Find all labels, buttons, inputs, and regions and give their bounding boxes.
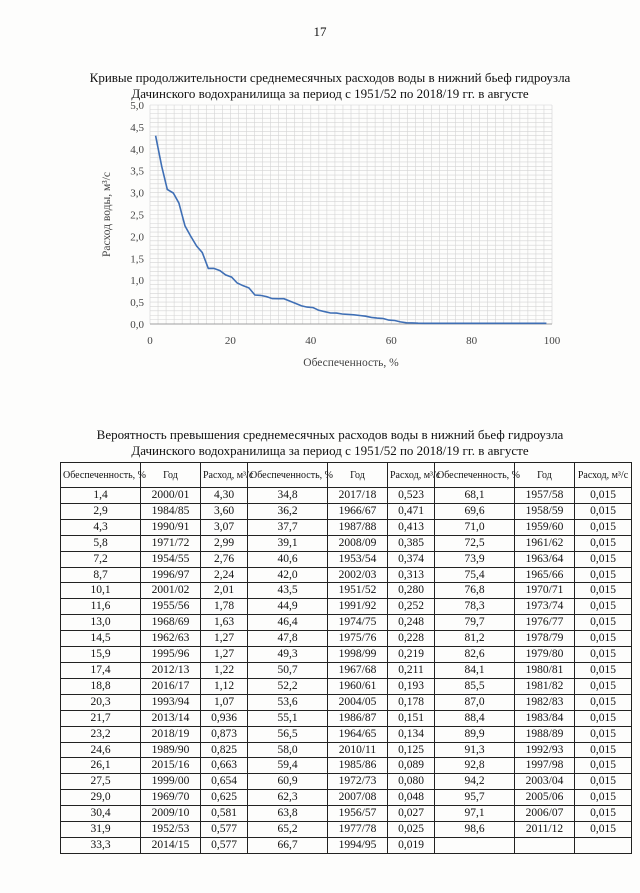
table-row (61, 774, 632, 790)
table-cell: 82,6 (435, 647, 515, 663)
table-cell: 21,7 (61, 710, 141, 726)
table-cell: 1979/80 (515, 647, 575, 663)
table-cell: 1981/82 (515, 678, 575, 694)
table-cell: 1997/98 (515, 758, 575, 774)
table-cell: 59,4 (248, 758, 328, 774)
table-cell: 15,9 (61, 647, 141, 663)
table-cell: 14,5 (61, 631, 141, 647)
table-cell: 0,015 (575, 758, 632, 774)
table-cell: 72,5 (435, 535, 515, 551)
table-cell: 1990/91 (141, 519, 201, 535)
table-cell: 0,015 (575, 503, 632, 519)
table-cell: 7,2 (61, 551, 141, 567)
table-cell: 78,3 (435, 599, 515, 615)
table-cell: 1958/59 (515, 503, 575, 519)
duration-curve-chart (100, 100, 580, 380)
table-cell: 66,7 (248, 837, 328, 853)
probability-table-wrapper (60, 462, 629, 854)
table-row (61, 806, 632, 822)
table-cell: 55,1 (248, 710, 328, 726)
x-tick-label: 0 (147, 335, 153, 347)
table-cell: 2014/15 (141, 837, 201, 853)
table-cell: 2015/16 (141, 758, 201, 774)
table-cell: 1980/81 (515, 662, 575, 678)
table-header-cell: Год (515, 463, 575, 488)
table-cell: 0,125 (388, 742, 435, 758)
table-cell: 49,3 (248, 647, 328, 663)
table-cell: 0,015 (575, 567, 632, 583)
table-header-cell: Расход, м³/с (575, 463, 632, 488)
table-header-cell: Обеспеченность, % (248, 463, 328, 488)
table-cell: 1987/88 (328, 519, 388, 535)
table-cell: 2,99 (201, 535, 248, 551)
table-cell: 0,089 (388, 758, 435, 774)
table-row (61, 694, 632, 710)
table-cell: 56,5 (248, 726, 328, 742)
table-cell: 1976/77 (515, 615, 575, 631)
table-cell: 0,015 (575, 519, 632, 535)
table-cell: 0,248 (388, 615, 435, 631)
table-cell: 46,4 (248, 615, 328, 631)
table-cell: 85,5 (435, 678, 515, 694)
table-cell: 1,27 (201, 647, 248, 663)
table-cell: 89,9 (435, 726, 515, 742)
table-cell: 69,6 (435, 503, 515, 519)
table-row (61, 631, 632, 647)
table-cell: 63,8 (248, 806, 328, 822)
table-row (61, 837, 632, 853)
table-cell: 2,24 (201, 567, 248, 583)
table-cell: 2010/11 (328, 742, 388, 758)
table-cell: 1954/55 (141, 551, 201, 567)
table-cell: 87,0 (435, 694, 515, 710)
table-cell: 2009/10 (141, 806, 201, 822)
table-cell: 95,7 (435, 790, 515, 806)
table-cell: 3,60 (201, 503, 248, 519)
table-cell: 0,015 (575, 647, 632, 663)
table-header-row (61, 463, 632, 488)
table-cell: 1952/53 (141, 822, 201, 838)
y-axis-label: Расход воды, м³/с (101, 171, 113, 258)
table-cell: 26,1 (61, 758, 141, 774)
table-cell: 0,080 (388, 774, 435, 790)
table-cell: 1966/67 (328, 503, 388, 519)
table-cell: 0,015 (575, 631, 632, 647)
table-cell: 0,374 (388, 551, 435, 567)
table-cell: 0,471 (388, 503, 435, 519)
table-cell: 1970/71 (515, 583, 575, 599)
table-cell: 1965/66 (515, 567, 575, 583)
table-cell: 1988/89 (515, 726, 575, 742)
table-row (61, 726, 632, 742)
table-row (61, 822, 632, 838)
table-cell: 2013/14 (141, 710, 201, 726)
table-cell: 1982/83 (515, 694, 575, 710)
table-cell: 1959/60 (515, 519, 575, 535)
table-cell: 76,8 (435, 583, 515, 599)
chart-title-line1: Кривые продолжительности среднемесячных расходов воды в нижний бьеф гидроузла (89, 70, 571, 85)
table-cell: 2008/09 (328, 535, 388, 551)
table-row (61, 599, 632, 615)
table-cell: 0,015 (575, 615, 632, 631)
table-cell: 33,3 (61, 837, 141, 853)
table-cell: 0,413 (388, 519, 435, 535)
table-cell: 0,577 (201, 837, 248, 853)
table-cell: 1953/54 (328, 551, 388, 567)
table-cell: 2,76 (201, 551, 248, 567)
table-cell: 13,0 (61, 615, 141, 631)
x-axis-label: Обеспеченность, % (303, 357, 399, 369)
table-cell: 0,015 (575, 535, 632, 551)
chart-svg (100, 100, 580, 380)
table-row (61, 742, 632, 758)
table-cell: 1963/64 (515, 551, 575, 567)
table-cell: 0,211 (388, 662, 435, 678)
table-cell: 1989/90 (141, 742, 201, 758)
table-cell: 0,015 (575, 806, 632, 822)
chart-title (60, 70, 600, 102)
table-header-cell: Год (141, 463, 201, 488)
table-cell: 1999/00 (141, 774, 201, 790)
table-cell: 75,4 (435, 567, 515, 583)
table-cell: 1956/57 (328, 806, 388, 822)
table-cell: 0,151 (388, 710, 435, 726)
table-cell: 39,1 (248, 535, 328, 551)
table-cell: 0,015 (575, 599, 632, 615)
table-cell: 0,313 (388, 567, 435, 583)
table-cell: 0,015 (575, 583, 632, 599)
table-cell: 1977/78 (328, 822, 388, 838)
table-cell: 0,280 (388, 583, 435, 599)
table-cell: 52,2 (248, 678, 328, 694)
table-row (61, 551, 632, 567)
table-cell: 2007/08 (328, 790, 388, 806)
x-tick-label: 80 (466, 335, 478, 347)
table-cell: 1,07 (201, 694, 248, 710)
page-number: 17 (313, 24, 327, 39)
table-cell: 1968/69 (141, 615, 201, 631)
table-cell: 20,3 (61, 694, 141, 710)
table-cell: 1983/84 (515, 710, 575, 726)
table-cell: 0,178 (388, 694, 435, 710)
table-cell: 27,5 (61, 774, 141, 790)
table-row (61, 567, 632, 583)
table-cell: 10,1 (61, 583, 141, 599)
y-tick-label: 3,5 (130, 165, 144, 178)
table-cell: 1960/61 (328, 678, 388, 694)
table-cell: 1,27 (201, 631, 248, 647)
table-cell: 60,9 (248, 774, 328, 790)
table-cell: 2001/02 (141, 583, 201, 599)
table-cell: 1995/96 (141, 647, 201, 663)
table-cell: 1993/94 (141, 694, 201, 710)
table-cell: 42,0 (248, 567, 328, 583)
table-title-line1: Вероятность превышения среднемесячных расходов воды в нижний бьеф гидроузла (96, 427, 564, 442)
table-cell: 65,2 (248, 822, 328, 838)
table-cell: 0,015 (575, 710, 632, 726)
table-cell: 1973/74 (515, 599, 575, 615)
table-cell: 81,2 (435, 631, 515, 647)
table-cell: 50,7 (248, 662, 328, 678)
table-body (61, 488, 632, 854)
table-cell: 0,252 (388, 599, 435, 615)
table-cell: 73,9 (435, 551, 515, 567)
table-cell: 0,654 (201, 774, 248, 790)
table-cell: 34,8 (248, 488, 328, 504)
table-cell: 79,7 (435, 615, 515, 631)
table-cell: 0,048 (388, 790, 435, 806)
table-cell: 5,8 (61, 535, 141, 551)
table-cell: 98,6 (435, 822, 515, 838)
table-cell: 1,63 (201, 615, 248, 631)
table-cell: 1967/68 (328, 662, 388, 678)
y-tick-label: 0,0 (130, 319, 144, 331)
table-cell: 2018/19 (141, 726, 201, 742)
table-cell (575, 837, 632, 853)
table-cell: 0,581 (201, 806, 248, 822)
table-title-line2: Дачинского водохранилища за период с 1951/52 по 2018/19 гг. в августе (131, 443, 529, 458)
table-cell (515, 837, 575, 853)
table-cell: 23,2 (61, 726, 141, 742)
x-tick-label: 60 (385, 335, 397, 347)
table-cell: 1974/75 (328, 615, 388, 631)
table-cell: 0,825 (201, 742, 248, 758)
table-cell: 0,873 (201, 726, 248, 742)
table-cell: 1975/76 (328, 631, 388, 647)
table-cell: 0,219 (388, 647, 435, 663)
table-row (61, 710, 632, 726)
table-cell: 40,6 (248, 551, 328, 567)
y-tick-label: 2,0 (130, 231, 144, 244)
table-cell: 2004/05 (328, 694, 388, 710)
table-cell: 1962/63 (141, 631, 201, 647)
table-cell: 2,9 (61, 503, 141, 519)
table-cell: 29,0 (61, 790, 141, 806)
x-tick-label: 20 (224, 335, 236, 347)
table-cell: 1969/70 (141, 790, 201, 806)
table-cell (435, 837, 515, 853)
table-cell: 97,1 (435, 806, 515, 822)
table-cell: 1957/58 (515, 488, 575, 504)
table-cell: 71,0 (435, 519, 515, 535)
table-cell: 2012/13 (141, 662, 201, 678)
table-row (61, 662, 632, 678)
table-row (61, 615, 632, 631)
table-cell: 0,193 (388, 678, 435, 694)
table-cell: 17,4 (61, 662, 141, 678)
table-cell: 44,9 (248, 599, 328, 615)
table-cell: 2011/12 (515, 822, 575, 838)
table-cell: 2,01 (201, 583, 248, 599)
y-tick-label: 2,5 (130, 209, 144, 222)
table-cell: 18,8 (61, 678, 141, 694)
chart-title-line2: Дачинского водохранилища за период с 1951/52 по 2018/19 гг. в августе (131, 86, 529, 101)
table-cell: 1,12 (201, 678, 248, 694)
table-cell: 0,015 (575, 774, 632, 790)
table-cell: 0,625 (201, 790, 248, 806)
table-cell: 36,2 (248, 503, 328, 519)
table-cell: 1955/56 (141, 599, 201, 615)
table-cell: 1994/95 (328, 837, 388, 853)
table-cell: 88,4 (435, 710, 515, 726)
table-cell: 1,4 (61, 488, 141, 504)
table-cell: 94,2 (435, 774, 515, 790)
table-cell: 0,015 (575, 694, 632, 710)
table-cell: 0,015 (575, 551, 632, 567)
table-cell: 1,78 (201, 599, 248, 615)
y-tick-label: 0,5 (130, 297, 144, 310)
table-row (61, 519, 632, 535)
table-cell: 0,015 (575, 790, 632, 806)
table-cell: 0,523 (388, 488, 435, 504)
table-cell: 1,22 (201, 662, 248, 678)
table-cell: 2000/01 (141, 488, 201, 504)
table-cell: 58,0 (248, 742, 328, 758)
table-cell: 2005/06 (515, 790, 575, 806)
table-cell: 2016/17 (141, 678, 201, 694)
table-cell: 31,9 (61, 822, 141, 838)
table-cell: 0,577 (201, 822, 248, 838)
table-cell: 0,015 (575, 678, 632, 694)
table-row (61, 503, 632, 519)
table-cell: 1996/97 (141, 567, 201, 583)
table-header-cell: Год (328, 463, 388, 488)
table-cell: 0,015 (575, 726, 632, 742)
table-cell: 1998/99 (328, 647, 388, 663)
probability-table (60, 462, 632, 854)
table-cell: 1971/72 (141, 535, 201, 551)
table-header-cell: Обеспеченность, % (61, 463, 141, 488)
table-cell: 0,936 (201, 710, 248, 726)
table-cell: 43,5 (248, 583, 328, 599)
table-cell: 1964/65 (328, 726, 388, 742)
table-cell: 0,019 (388, 837, 435, 853)
table-row (61, 790, 632, 806)
table-cell: 3,07 (201, 519, 248, 535)
table-cell: 0,134 (388, 726, 435, 742)
table-header-cell: Расход, м³/с (388, 463, 435, 488)
x-tick-label: 100 (543, 335, 561, 347)
table-cell: 47,8 (248, 631, 328, 647)
table-cell: 2002/03 (328, 567, 388, 583)
table-row (61, 583, 632, 599)
table-cell: 4,30 (201, 488, 248, 504)
table-cell: 1985/86 (328, 758, 388, 774)
table-cell: 1986/87 (328, 710, 388, 726)
table-cell: 0,027 (388, 806, 435, 822)
y-tick-label: 1,0 (130, 275, 144, 288)
table-cell: 92,8 (435, 758, 515, 774)
table-cell: 0,025 (388, 822, 435, 838)
table-cell: 1961/62 (515, 535, 575, 551)
table-cell: 37,7 (248, 519, 328, 535)
table-cell: 0,663 (201, 758, 248, 774)
table-cell: 62,3 (248, 790, 328, 806)
table-cell: 1978/79 (515, 631, 575, 647)
table-cell: 2017/18 (328, 488, 388, 504)
table-cell: 84,1 (435, 662, 515, 678)
table-cell: 0,015 (575, 662, 632, 678)
table-cell: 4,3 (61, 519, 141, 535)
table-header-cell: Обеспеченность, % (435, 463, 515, 488)
table-cell: 30,4 (61, 806, 141, 822)
table-row (61, 488, 632, 504)
y-tick-label: 5,0 (130, 100, 144, 112)
y-tick-label: 4,0 (130, 143, 144, 156)
table-cell: 0,015 (575, 488, 632, 504)
table-cell: 11,6 (61, 599, 141, 615)
table-row (61, 535, 632, 551)
table-cell: 2003/04 (515, 774, 575, 790)
table-cell: 0,015 (575, 742, 632, 758)
table-cell: 0,015 (575, 822, 632, 838)
table-cell: 68,1 (435, 488, 515, 504)
table-cell: 0,228 (388, 631, 435, 647)
table-cell: 24,6 (61, 742, 141, 758)
y-tick-label: 1,5 (130, 253, 144, 266)
table-cell: 91,3 (435, 742, 515, 758)
table-cell: 53,6 (248, 694, 328, 710)
table-cell: 1992/93 (515, 742, 575, 758)
table-cell: 1951/52 (328, 583, 388, 599)
table-cell: 1972/73 (328, 774, 388, 790)
table-title (60, 427, 600, 459)
table-cell: 0,385 (388, 535, 435, 551)
table-cell: 8,7 (61, 567, 141, 583)
table-cell: 1984/85 (141, 503, 201, 519)
table-row (61, 647, 632, 663)
x-tick-label: 40 (305, 335, 317, 347)
table-cell: 2006/07 (515, 806, 575, 822)
y-tick-label: 4,5 (130, 121, 144, 134)
table-row (61, 758, 632, 774)
y-tick-label: 3,0 (130, 187, 144, 200)
table-cell: 1991/92 (328, 599, 388, 615)
table-row (61, 678, 632, 694)
table-header-cell: Расход, м³/с (201, 463, 248, 488)
